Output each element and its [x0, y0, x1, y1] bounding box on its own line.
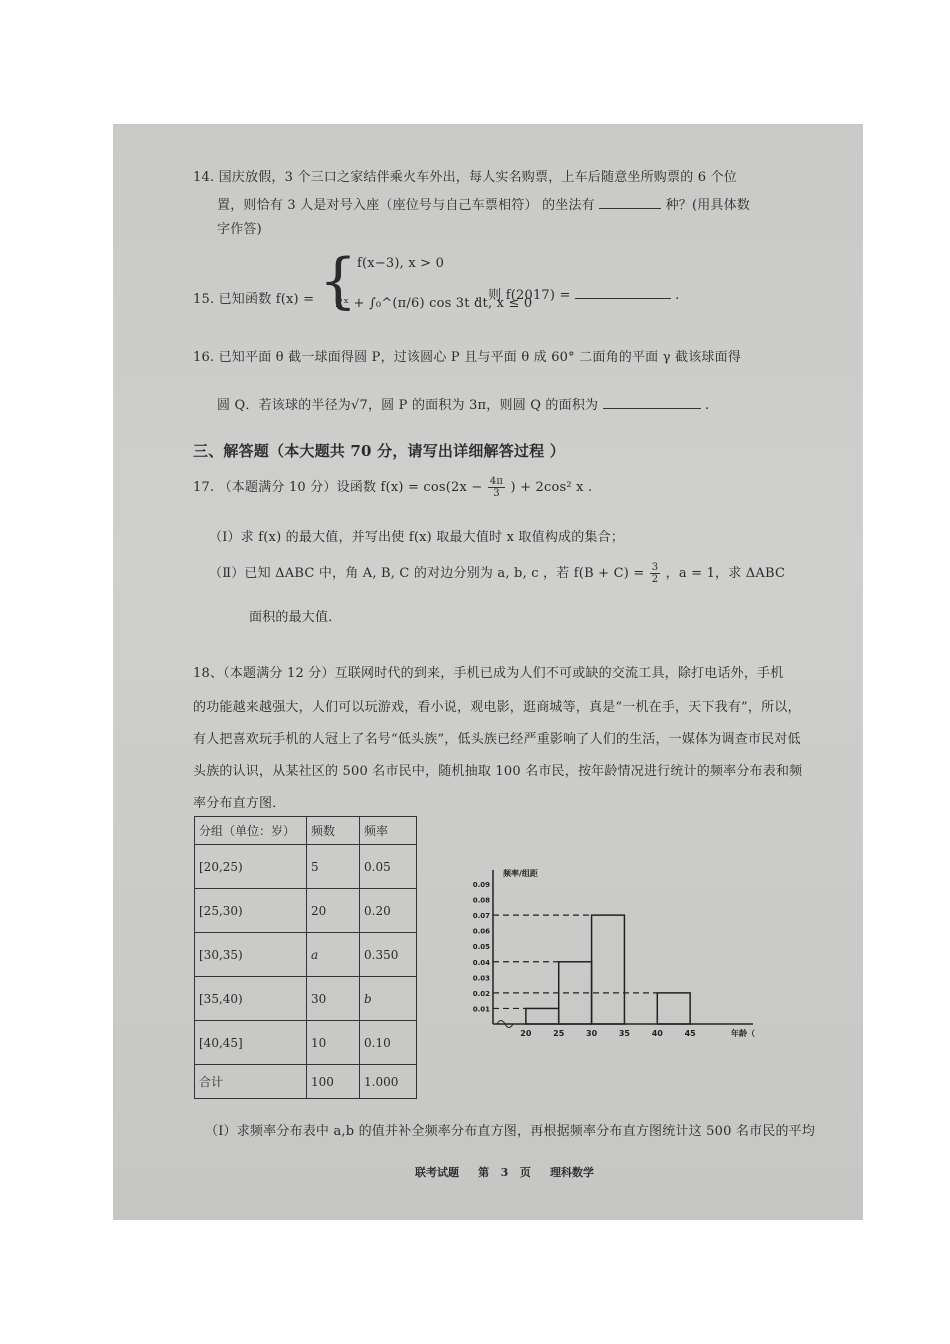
q15-answer-blank: [575, 286, 671, 299]
q17-part2-prefix: （Ⅱ）已知 ΔABC 中，角 A, B, C 的对边分别为 a, b, c ，若 f(B + C) =: [209, 566, 645, 581]
table-cell: 1.000: [360, 1065, 417, 1099]
table-cell: 合计: [195, 1065, 307, 1099]
q17-prefix: 17. （本题满分 10 分）设函数 f(x) = cos(2x −: [193, 480, 483, 495]
table-cell: [20,25): [195, 845, 307, 889]
histogram-bar: [526, 1008, 559, 1024]
table-header-row: [195, 817, 417, 845]
y-tick-label: 0.01: [472, 1005, 490, 1014]
q18-line1: 18、（本题满分 12 分）互联网时代的到来，手机已成为人们不可或缺的交流工具，除打电话外，手机: [193, 666, 784, 681]
table-cell: 30: [307, 977, 360, 1021]
histogram-bar: [592, 915, 625, 1024]
table-cell: [25,30): [195, 889, 307, 933]
x-tick-label: 35: [618, 1029, 630, 1038]
footer-subject: 理科数学: [549, 1166, 594, 1179]
table-row: [195, 1021, 417, 1065]
q14-line2-tail: 种？(用具体数: [665, 198, 751, 213]
q16-line2: [217, 394, 709, 413]
table-cell: 5: [307, 845, 360, 889]
table-cell: 0.350: [360, 933, 417, 977]
table-header: 频数: [307, 817, 360, 845]
x-axis-label: 年龄（: [731, 1029, 755, 1038]
q15-brace: {: [319, 246, 358, 316]
q14-line2: [217, 194, 750, 213]
y-axis-label: 频率/组距: [503, 869, 538, 878]
y-tick-label: 0.06: [472, 927, 490, 936]
table-cell: [40,45]: [195, 1021, 307, 1065]
q17-part2: [209, 562, 785, 585]
table-header: 分组（单位：岁）: [195, 817, 307, 845]
q17-frac-num: 4π: [489, 476, 504, 487]
q18-line5: 率分布直方图．: [193, 796, 286, 811]
q14-line3: 字作答): [217, 222, 262, 237]
y-tick-label: 0.02: [472, 989, 490, 998]
y-tick-label: 0.05: [472, 943, 490, 952]
table-total-row: [195, 1065, 417, 1099]
y-tick-label: 0.03: [472, 974, 490, 983]
q15-end: .: [675, 288, 680, 303]
footer-page-unit: 页: [519, 1166, 531, 1179]
q17-stem: [193, 476, 592, 499]
table-cell: b: [360, 977, 417, 1021]
y-tick-label: 0.08: [472, 896, 490, 905]
table-row: [195, 889, 417, 933]
table-cell: 0.10: [360, 1021, 417, 1065]
q17-fraction: [488, 476, 505, 499]
footer-page-number: 3: [500, 1166, 509, 1179]
table-cell: [30,35): [195, 933, 307, 977]
q16-line2-text: 圆 Q．若该球的半径为√7，圆 P 的面积为 3π，则圆 Q 的面积为: [217, 398, 599, 413]
q17-part2-num: 3: [651, 562, 659, 573]
q16-line1: 16. 已知平面 θ 截一球面得圆 P，过该圆心 P 且与平面 θ 成 60° 二面角的平面 γ 截该球面得: [193, 350, 742, 365]
table-cell: [35,40): [195, 977, 307, 1021]
q15-suffix-line: [475, 284, 680, 303]
q17-suffix: ) + 2cos² x .: [510, 480, 593, 495]
q18-line4: 头族的认识，从某社区的 500 名市民中，随机抽取 100 名市民，按年龄情况进行统计的频率分布表和频: [193, 764, 803, 779]
q14-line1: 14. 国庆放假，3 个三口之家结伴乘火车外出，每人实名购票，上车后随意坐所购票的 6 个位: [193, 170, 737, 185]
q14-answer-blank: [599, 196, 661, 209]
q15-case2: 2ˣ + ∫₀^(π/6) cos 3t dt, x ≤ 0: [335, 296, 533, 311]
q17-frac-den: 3: [493, 488, 500, 499]
x-tick-label: 25: [553, 1029, 565, 1038]
exam-page: [113, 124, 863, 1220]
section3-title: 三、解答题（本大题共 70 分，请写出详细解答过程 ）: [193, 442, 565, 460]
q16-answer-blank: [603, 396, 701, 409]
table-cell: 0.05: [360, 845, 417, 889]
q14-line2-text: 置，则恰有 3 人是对号入座（座位号与自己车票相符） 的坐法有: [217, 198, 595, 213]
table-cell: 100: [307, 1065, 360, 1099]
table-cell: 10: [307, 1021, 360, 1065]
q18-line3: 有人把喜欢玩手机的人冠上了名号“低头族”，低头族已经严重影响了人们的生活，一媒体为调查市民对低: [193, 732, 801, 747]
histogram-bar: [657, 993, 690, 1024]
q18-part1: （Ⅰ）求频率分布表中 a,b 的值并补全频率分布直方图，再根据频率分布直方图统计这 500 名市民的平均: [205, 1124, 816, 1139]
q17-part2-line2: 面积的最大值．: [249, 610, 342, 625]
q18-line2: 的功能越来越强大，人们可以玩游戏，看小说，观电影，逛商城等，真是“一机在手，天下我有”，所以，: [193, 700, 801, 715]
footer-left: 联考试题: [415, 1166, 459, 1179]
table-row: [195, 845, 417, 889]
x-tick-label: 40: [651, 1029, 663, 1038]
table-cell: 20: [307, 889, 360, 933]
table-cell: 0.20: [360, 889, 417, 933]
q15-prefix: 15. 已知函数 f(x) =: [193, 292, 315, 307]
y-tick-label: 0.09: [472, 881, 490, 889]
q17-part1: （Ⅰ）求 f(x) 的最大值，并写出使 f(x) 取最大值时 x 取值构成的集合；: [209, 530, 625, 545]
q15-suffix: ，则 f(2017) =: [475, 288, 571, 303]
x-tick-label: 20: [520, 1029, 532, 1038]
y-tick-label: 0.07: [472, 912, 490, 921]
q16-end: .: [704, 398, 710, 413]
q17-part2-fraction: [650, 562, 661, 585]
table-header: 频率: [360, 817, 417, 845]
y-tick-label: 0.04: [472, 958, 490, 967]
q17-part2-suffix: ，a = 1，求 ΔABC: [665, 566, 786, 581]
q17-part2-den: 2: [651, 574, 659, 585]
frequency-histogram: [453, 864, 773, 1044]
table-row: [195, 977, 417, 1021]
x-tick-label: 45: [684, 1029, 696, 1038]
footer-page-label: 第: [478, 1166, 490, 1179]
q15-case1: f(x−3), x > 0: [357, 256, 445, 271]
frequency-table: [194, 816, 417, 1099]
table-row: [195, 933, 417, 977]
table-cell: a: [307, 933, 360, 977]
x-tick-label: 30: [586, 1029, 598, 1038]
footer: [415, 1164, 594, 1180]
